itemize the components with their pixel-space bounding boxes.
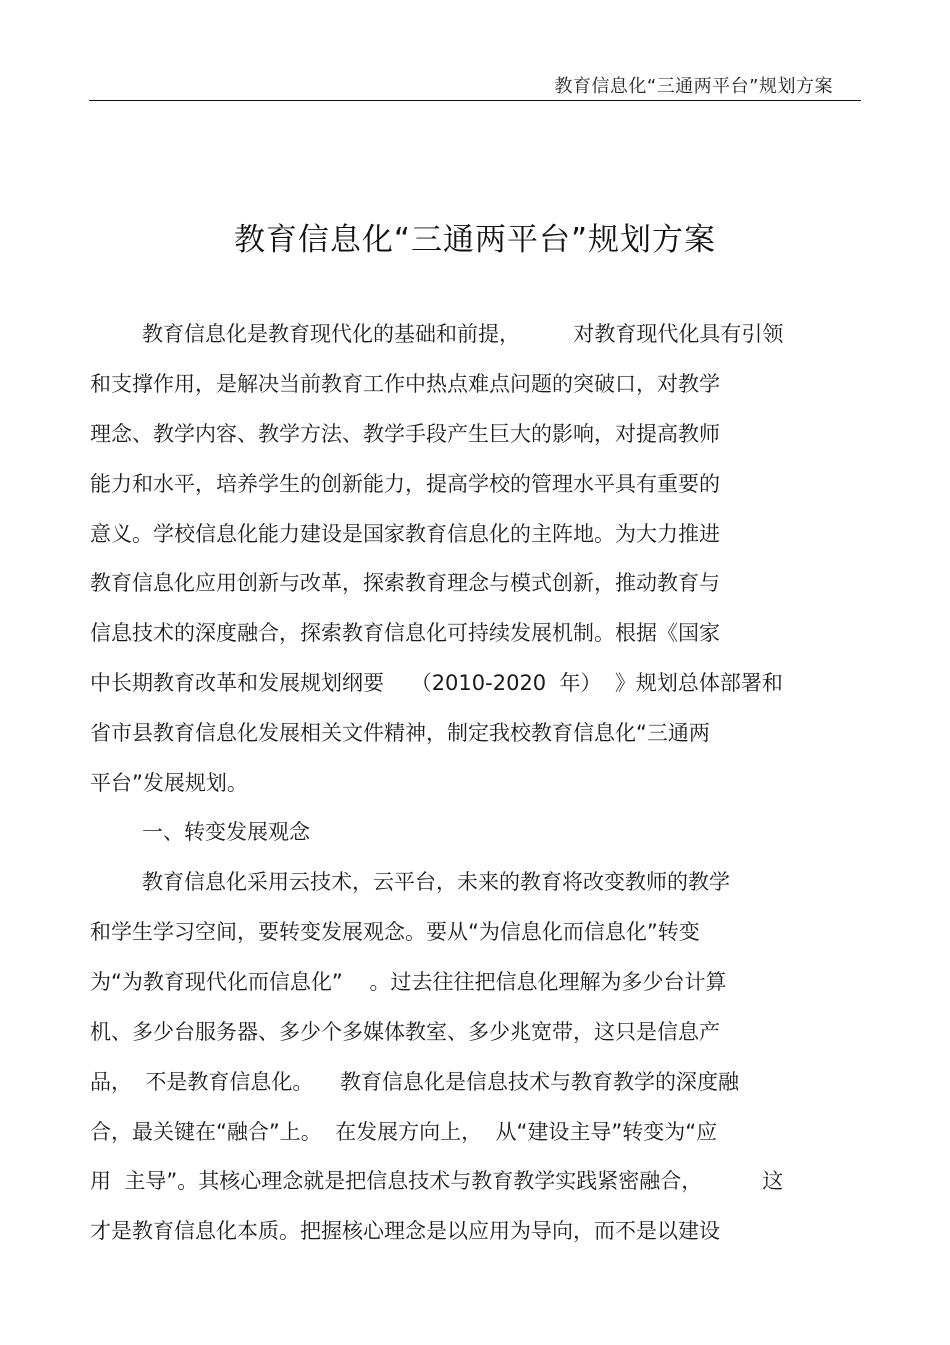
body-line: 用 主导”。其核心理念就是把信息技术与教育教学实践紧密融合， 这: [90, 1169, 784, 1193]
body-line: 和支撑作用，是解决当前教育工作中热点难点问题的突破口，对教学: [90, 372, 720, 396]
body-line: 中长期教育改革和发展规划纲要 （2010-2020 年） 》规划总体部署和: [90, 671, 783, 695]
body-line: 才是教育信息化本质。把握核心理念是以应用为导向，而不是以建设: [90, 1219, 720, 1243]
document-title: 教育信息化“三通两平台”规划方案: [233, 222, 717, 258]
body-line: 为“为教育现代化而信息化” 。过去往往把信息化理解为多少台计算: [90, 970, 727, 994]
body-line: 理念、教学内容、教学方法、教学手段产生巨大的影响，对提高教师: [90, 422, 720, 446]
running-header: 教育信息化“三通两平台”规划方案: [554, 76, 833, 97]
body-line: 教育信息化采用云技术，云平台，未来的教育将改变教师的教学: [142, 870, 730, 894]
section-heading: 一、转变发展观念: [142, 820, 310, 844]
body-line: 合，最关键在“融合”上。 在发展方向上， 从“建设主导”转变为“应: [90, 1120, 718, 1144]
body-line: 和学生学习空间，要转变发展观念。要从“为信息化而信息化”转变: [90, 920, 700, 944]
body-line: 信息技术的深度融合，探索教育信息化可持续发展机制。根据《国家: [90, 621, 720, 645]
header-rule: [89, 100, 861, 101]
body-line: 省市县教育信息化发展相关文件精神，制定我校教育信息化“三通两: [90, 721, 710, 745]
body-line: 意义。学校信息化能力建设是国家教育信息化的主阵地。为大力推进: [90, 522, 720, 546]
body-line: 教育信息化是教育现代化的基础和前提， 对教育现代化具有引领: [142, 322, 784, 346]
body-line: 品， 不是教育信息化。 教育信息化是信息技术与教育教学的深度融: [90, 1070, 740, 1094]
body-line: 机、多少台服务器、多少个多媒体教室、多少兆宽带，这只是信息产: [90, 1020, 720, 1044]
body-line: 教育信息化应用创新与改革，探索教育理念与模式创新，推动教育与: [90, 571, 720, 595]
body-line: 能力和水平，培养学生的创新能力，提高学校的管理水平具有重要的: [90, 472, 720, 496]
body-line: 平台”发展规划。: [90, 771, 248, 795]
